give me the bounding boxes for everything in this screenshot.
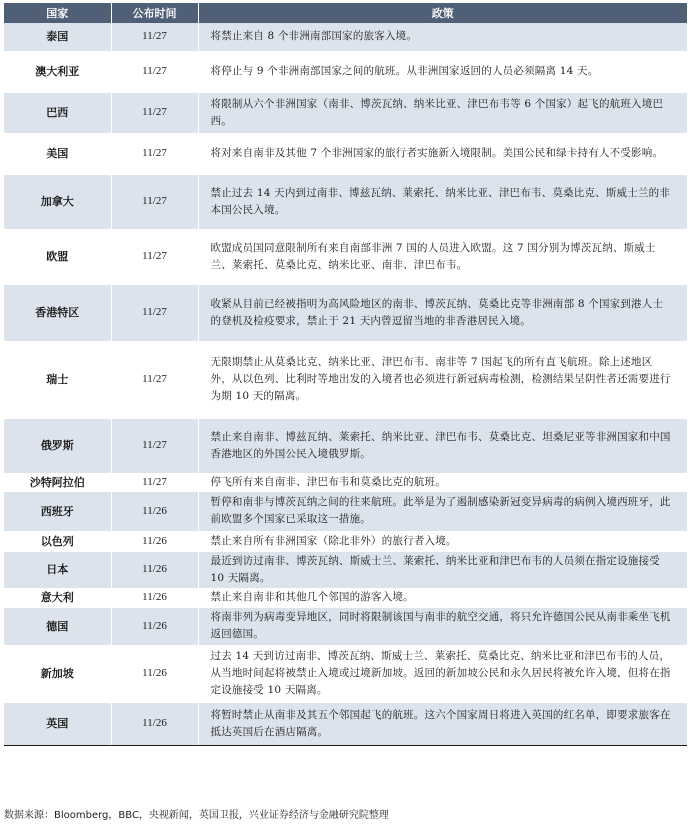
date-cell: 11/27	[111, 418, 198, 473]
country-cell: 澳大利亚	[4, 51, 111, 92]
country-cell: 西班牙	[4, 491, 111, 531]
policy-cell: 禁止来自所有非洲国家（除北非外）的旅行者入境。	[198, 531, 687, 551]
date-cell: 11/26	[111, 531, 198, 551]
policy-cell: 过去 14 天到访过南非、博茨瓦纳、斯威士兰、莱索托、莫桑比克、纳米比亚和津巴布韦的人员，从当地时间起将被禁止入境或过境新加坡。返回的新加坡公民和永久居民将被允许入境，但将在指定设施接受 10 天隔离。	[198, 645, 687, 702]
header-country: 国家	[4, 3, 111, 23]
policy-cell: 禁止来自南非、博兹瓦纳、莱索托、纳米比亚、津巴布韦、莫桑比克、坦桑尼亚等非洲国家和中国香港地区的外国公民入境俄罗斯。	[198, 418, 687, 473]
country-cell: 德国	[4, 607, 111, 645]
table-row	[4, 229, 687, 284]
table-row	[4, 473, 687, 491]
country-cell: 欧盟	[4, 229, 111, 284]
table-row	[4, 51, 687, 92]
policy-cell: 将暂时禁止从南非及其五个邻国起飞的航班。这六个国家周日将进入英国的红名单，即要求旅客在抵达英国后在酒店隔离。	[198, 702, 687, 745]
country-cell: 加拿大	[4, 174, 111, 229]
data-source-note: 数据来源：Bloomberg，BBC，央视新闻，英国卫报，兴业证券经济与金融研究院整理	[4, 810, 389, 821]
table-row	[4, 418, 687, 473]
table-row	[4, 133, 687, 174]
date-cell: 11/27	[111, 229, 198, 284]
country-cell: 以色列	[4, 531, 111, 551]
date-cell: 11/27	[111, 133, 198, 174]
date-cell: 11/26	[111, 607, 198, 645]
date-cell: 11/27	[111, 174, 198, 229]
country-cell: 英国	[4, 702, 111, 745]
date-cell: 11/27	[111, 23, 198, 51]
policy-cell: 无限期禁止从莫桑比克、纳米比亚、津巴布韦、南非等 7 国起飞的所有直飞航班。除上述地区外，从以色列、比利时等地出发的入境者也必须进行新冠病毒检测，检测结果呈阴性者还需要进行为期 10 天的隔离。	[198, 341, 687, 418]
table-row	[4, 341, 687, 418]
country-cell: 日本	[4, 551, 111, 588]
date-cell: 11/26	[111, 551, 198, 588]
country-cell: 俄罗斯	[4, 418, 111, 473]
date-cell: 11/26	[111, 588, 198, 607]
table-row	[4, 92, 687, 133]
policy-cell: 将禁止来自 8 个非洲南部国家的旅客入境。	[198, 23, 687, 51]
country-cell: 新加坡	[4, 645, 111, 702]
date-cell: 11/27	[111, 284, 198, 341]
policy-cell: 禁止过去 14 天内到过南非、博兹瓦纳、莱索托、纳米比亚、津巴布韦、莫桑比克、斯威士兰的非本国公民入境。	[198, 174, 687, 229]
country-cell: 意大利	[4, 588, 111, 607]
date-cell: 11/27	[111, 341, 198, 418]
policy-cell: 停飞所有来自南非、津巴布韦和莫桑比克的航班。	[198, 473, 687, 491]
table-row	[4, 702, 687, 745]
policy-cell: 将停止与 9 个非洲南部国家之间的航班。从非洲国家返回的人员必须隔离 14 天。	[198, 51, 687, 92]
policy-table	[4, 3, 687, 746]
policy-cell: 禁止来自南非和其他几个邻国的游客入境。	[198, 588, 687, 607]
table-header-row	[4, 3, 687, 23]
country-cell: 香港特区	[4, 284, 111, 341]
policy-cell: 收紧从目前已经被指明为高风险地区的南非、博茨瓦纳、莫桑比克等非洲南部 8 个国家到港人士的登机及检疫要求，禁止于 21 天内曾逗留当地的非香港居民入境。	[198, 284, 687, 341]
date-cell: 11/27	[111, 51, 198, 92]
table-row	[4, 531, 687, 551]
policy-cell: 欧盟成员国同意限制所有来自南部非洲 7 国的人员进入欧盟。这 7 国分别为博茨瓦纳、斯威士兰、莱索托、莫桑比克、纳米比亚、南非、津巴布韦。	[198, 229, 687, 284]
table-row	[4, 23, 687, 51]
table-row	[4, 284, 687, 341]
country-cell: 巴西	[4, 92, 111, 133]
policy-cell: 暂停和南非与博茨瓦纳之间的往来航班。此举是为了遏制感染新冠变异病毒的病例入境西班牙，此前欧盟多个国家已采取这一措施。	[198, 491, 687, 531]
country-cell: 美国	[4, 133, 111, 174]
country-cell: 瑞士	[4, 341, 111, 418]
header-policy: 政策	[198, 3, 687, 23]
table-row	[4, 551, 687, 588]
header-date: 公布时间	[111, 3, 198, 23]
table-row	[4, 607, 687, 645]
date-cell: 11/27	[111, 92, 198, 133]
date-cell: 11/26	[111, 645, 198, 702]
policy-cell: 将南非列为病毒变异地区，同时将限制该国与南非的航空交通，将只允许德国公民从南非乘坐飞机返回德国。	[198, 607, 687, 645]
table-row	[4, 588, 687, 607]
country-cell: 泰国	[4, 23, 111, 51]
policy-cell: 将限制从六个非洲国家（南非、博茨瓦纳、纳米比亚、津巴布韦等 6 个国家）起飞的航班入境巴西。	[198, 92, 687, 133]
date-cell: 11/26	[111, 702, 198, 745]
table-row	[4, 174, 687, 229]
date-cell: 11/26	[111, 491, 198, 531]
country-cell: 沙特阿拉伯	[4, 473, 111, 491]
date-cell: 11/27	[111, 473, 198, 491]
policy-cell: 最近到访过南非、博茨瓦纳、斯威士兰、莱索托、纳米比亚和津巴布韦的人员须在指定设施接受 10 天隔离。	[198, 551, 687, 588]
table-row	[4, 645, 687, 702]
policy-cell: 将对来自南非及其他 7 个非洲国家的旅行者实施新入境限制。美国公民和绿卡持有人不受影响。	[198, 133, 687, 174]
table-row	[4, 491, 687, 531]
